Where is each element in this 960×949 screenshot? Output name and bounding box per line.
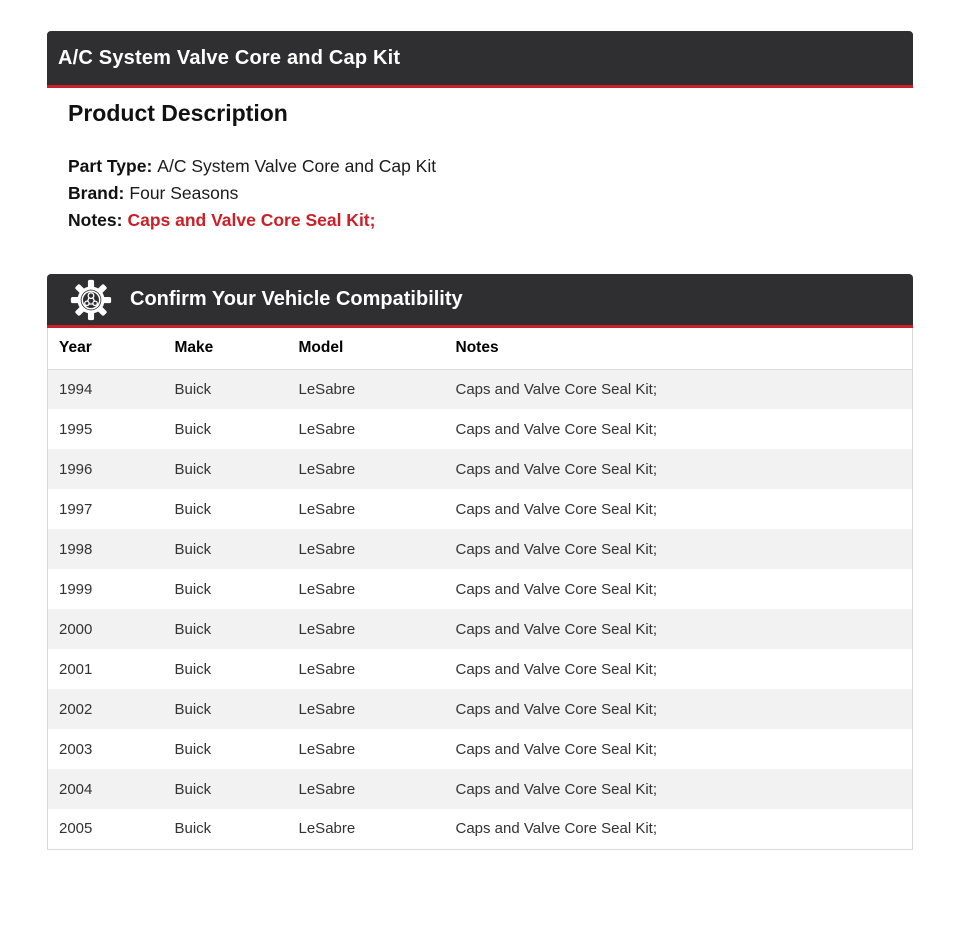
column-header-year: Year — [48, 328, 164, 369]
listing-container — [47, 31, 913, 850]
table-row — [48, 769, 913, 809]
table-cell-model: LeSabre — [288, 529, 445, 569]
field-label: Notes: — [68, 210, 123, 230]
table-cell-model: LeSabre — [288, 809, 445, 849]
table-cell-year: 2000 — [48, 609, 164, 649]
table-cell-year: 1994 — [48, 369, 164, 409]
table-cell-model: LeSabre — [288, 369, 445, 409]
table-cell-model: LeSabre — [288, 689, 445, 729]
table-cell-notes: Caps and Valve Core Seal Kit; — [445, 729, 913, 769]
table-cell-notes: Caps and Valve Core Seal Kit; — [445, 569, 913, 609]
table-row — [48, 689, 913, 729]
table-cell-year: 2005 — [48, 809, 164, 849]
table-cell-year: 2002 — [48, 689, 164, 729]
table-cell-notes: Caps and Valve Core Seal Kit; — [445, 409, 913, 449]
table-cell-year: 2003 — [48, 729, 164, 769]
table-cell-year: 1999 — [48, 569, 164, 609]
table-cell-make: Buick — [164, 369, 288, 409]
table-cell-make: Buick — [164, 809, 288, 849]
compatibility-table — [47, 328, 913, 850]
table-cell-year: 1998 — [48, 529, 164, 569]
table-cell-make: Buick — [164, 609, 288, 649]
table-cell-model: LeSabre — [288, 449, 445, 489]
column-header-make: Make — [164, 328, 288, 369]
field-label: Brand: — [68, 183, 125, 203]
table-cell-model: LeSabre — [288, 729, 445, 769]
table-cell-make: Buick — [164, 409, 288, 449]
table-row — [48, 529, 913, 569]
table-header-row — [48, 328, 913, 369]
field-label: Part Type: — [68, 156, 153, 176]
table-cell-year: 1996 — [48, 449, 164, 489]
table-row — [48, 649, 913, 689]
table-cell-model: LeSabre — [288, 569, 445, 609]
table-cell-make: Buick — [164, 529, 288, 569]
table-row — [48, 489, 913, 529]
product-title-bar — [47, 31, 913, 88]
table-row — [48, 609, 913, 649]
table-cell-make: Buick — [164, 769, 288, 809]
table-row — [48, 369, 913, 409]
description-field — [68, 153, 440, 180]
table-cell-notes: Caps and Valve Core Seal Kit; — [445, 529, 913, 569]
table-row — [48, 569, 913, 609]
table-row — [48, 409, 913, 449]
table-cell-make: Buick — [164, 649, 288, 689]
compatibility-heading: Confirm Your Vehicle Compatibility — [130, 288, 463, 310]
table-cell-notes: Caps and Valve Core Seal Kit; — [445, 449, 913, 489]
table-cell-model: LeSabre — [288, 769, 445, 809]
table-cell-model: LeSabre — [288, 489, 445, 529]
field-value: Caps and Valve Core Seal Kit; — [127, 210, 376, 230]
section-heading-description: Product Description — [68, 100, 288, 126]
table-row — [48, 809, 913, 849]
table-cell-year: 1995 — [48, 409, 164, 449]
table-cell-make: Buick — [164, 449, 288, 489]
table-row — [48, 729, 913, 769]
table-cell-notes: Caps and Valve Core Seal Kit; — [445, 649, 913, 689]
field-value: Four Seasons — [129, 183, 239, 203]
table-cell-year: 2001 — [48, 649, 164, 689]
compatibility-header-bar — [47, 274, 913, 328]
table-cell-make: Buick — [164, 489, 288, 529]
compat-table-body — [48, 369, 913, 849]
table-cell-notes: Caps and Valve Core Seal Kit; — [445, 769, 913, 809]
description-fields — [68, 153, 440, 234]
table-cell-make: Buick — [164, 729, 288, 769]
table-cell-make: Buick — [164, 569, 288, 609]
column-header-model: Model — [288, 328, 445, 369]
table-cell-notes: Caps and Valve Core Seal Kit; — [445, 609, 913, 649]
table-cell-model: LeSabre — [288, 649, 445, 689]
field-value: A/C System Valve Core and Cap Kit — [157, 156, 437, 176]
table-cell-model: LeSabre — [288, 409, 445, 449]
table-cell-notes: Caps and Valve Core Seal Kit; — [445, 369, 913, 409]
table-cell-make: Buick — [164, 689, 288, 729]
description-field — [68, 180, 440, 207]
table-cell-model: LeSabre — [288, 609, 445, 649]
gear-icon — [70, 279, 112, 321]
table-cell-year: 2004 — [48, 769, 164, 809]
product-description-section — [47, 100, 913, 234]
table-cell-year: 1997 — [48, 489, 164, 529]
table-cell-notes: Caps and Valve Core Seal Kit; — [445, 809, 913, 849]
table-row — [48, 449, 913, 489]
table-cell-notes: Caps and Valve Core Seal Kit; — [445, 689, 913, 729]
table-cell-notes: Caps and Valve Core Seal Kit; — [445, 489, 913, 529]
description-field — [68, 207, 440, 234]
product-title: A/C System Valve Core and Cap Kit — [58, 46, 401, 69]
column-header-notes: Notes — [445, 328, 913, 369]
